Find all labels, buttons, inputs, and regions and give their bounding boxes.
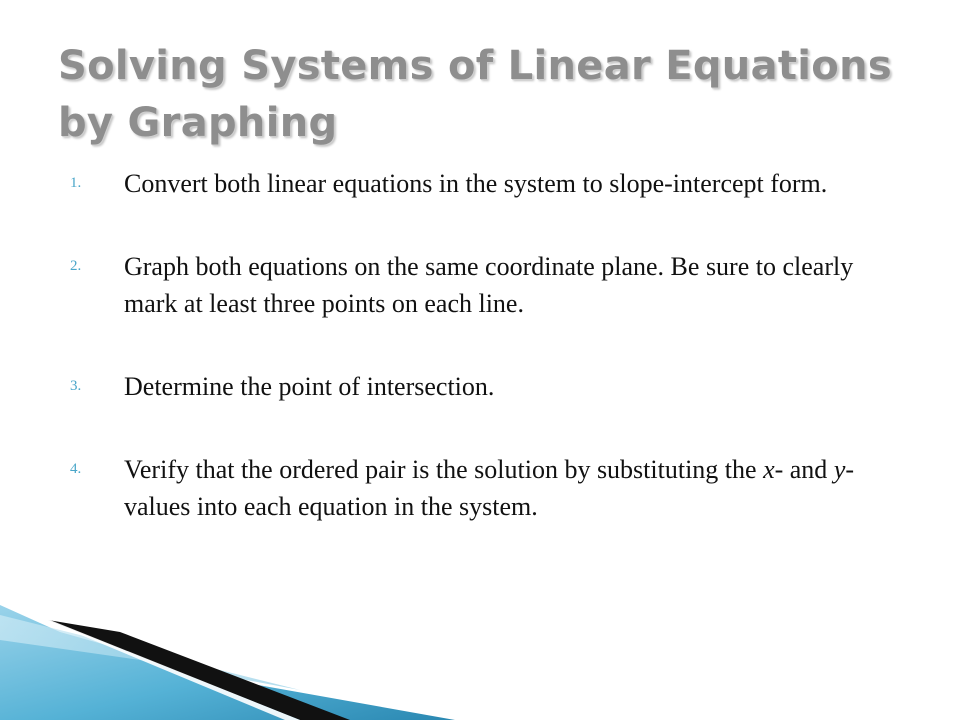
decor-blue-base — [0, 605, 455, 720]
step-text-3: Determine the point of intersection. — [124, 372, 495, 401]
variable-y: y — [833, 455, 846, 484]
step-item-4 — [70, 451, 910, 525]
variable-x: x — [763, 455, 775, 484]
step-4-text-part2: - and — [774, 455, 834, 484]
step-item-3 — [70, 368, 910, 405]
step-number-4: 4. — [70, 461, 82, 477]
step-text-2: Graph both equations on the same coordinate plane. Be sure to clearly mark at least three points on each line. — [124, 252, 854, 318]
slide-title: Solving Systems of Linear Equations by Graphing — [58, 43, 892, 146]
step-number-3: 3. — [70, 378, 82, 394]
step-item-1 — [70, 165, 910, 202]
step-number-1: 1. — [70, 175, 82, 191]
steps-list — [70, 165, 910, 525]
step-4-text-part1: Verify that the ordered pair is the solution by substituting the — [124, 455, 764, 484]
step-text-1: Convert both linear equations in the system to slope-intercept form. — [124, 169, 828, 198]
step-number-2: 2. — [70, 258, 82, 274]
step-item-2 — [70, 248, 910, 322]
step-4-text-part3: -values into each equation in the system. — [124, 455, 855, 521]
step-text-4 — [124, 455, 854, 521]
